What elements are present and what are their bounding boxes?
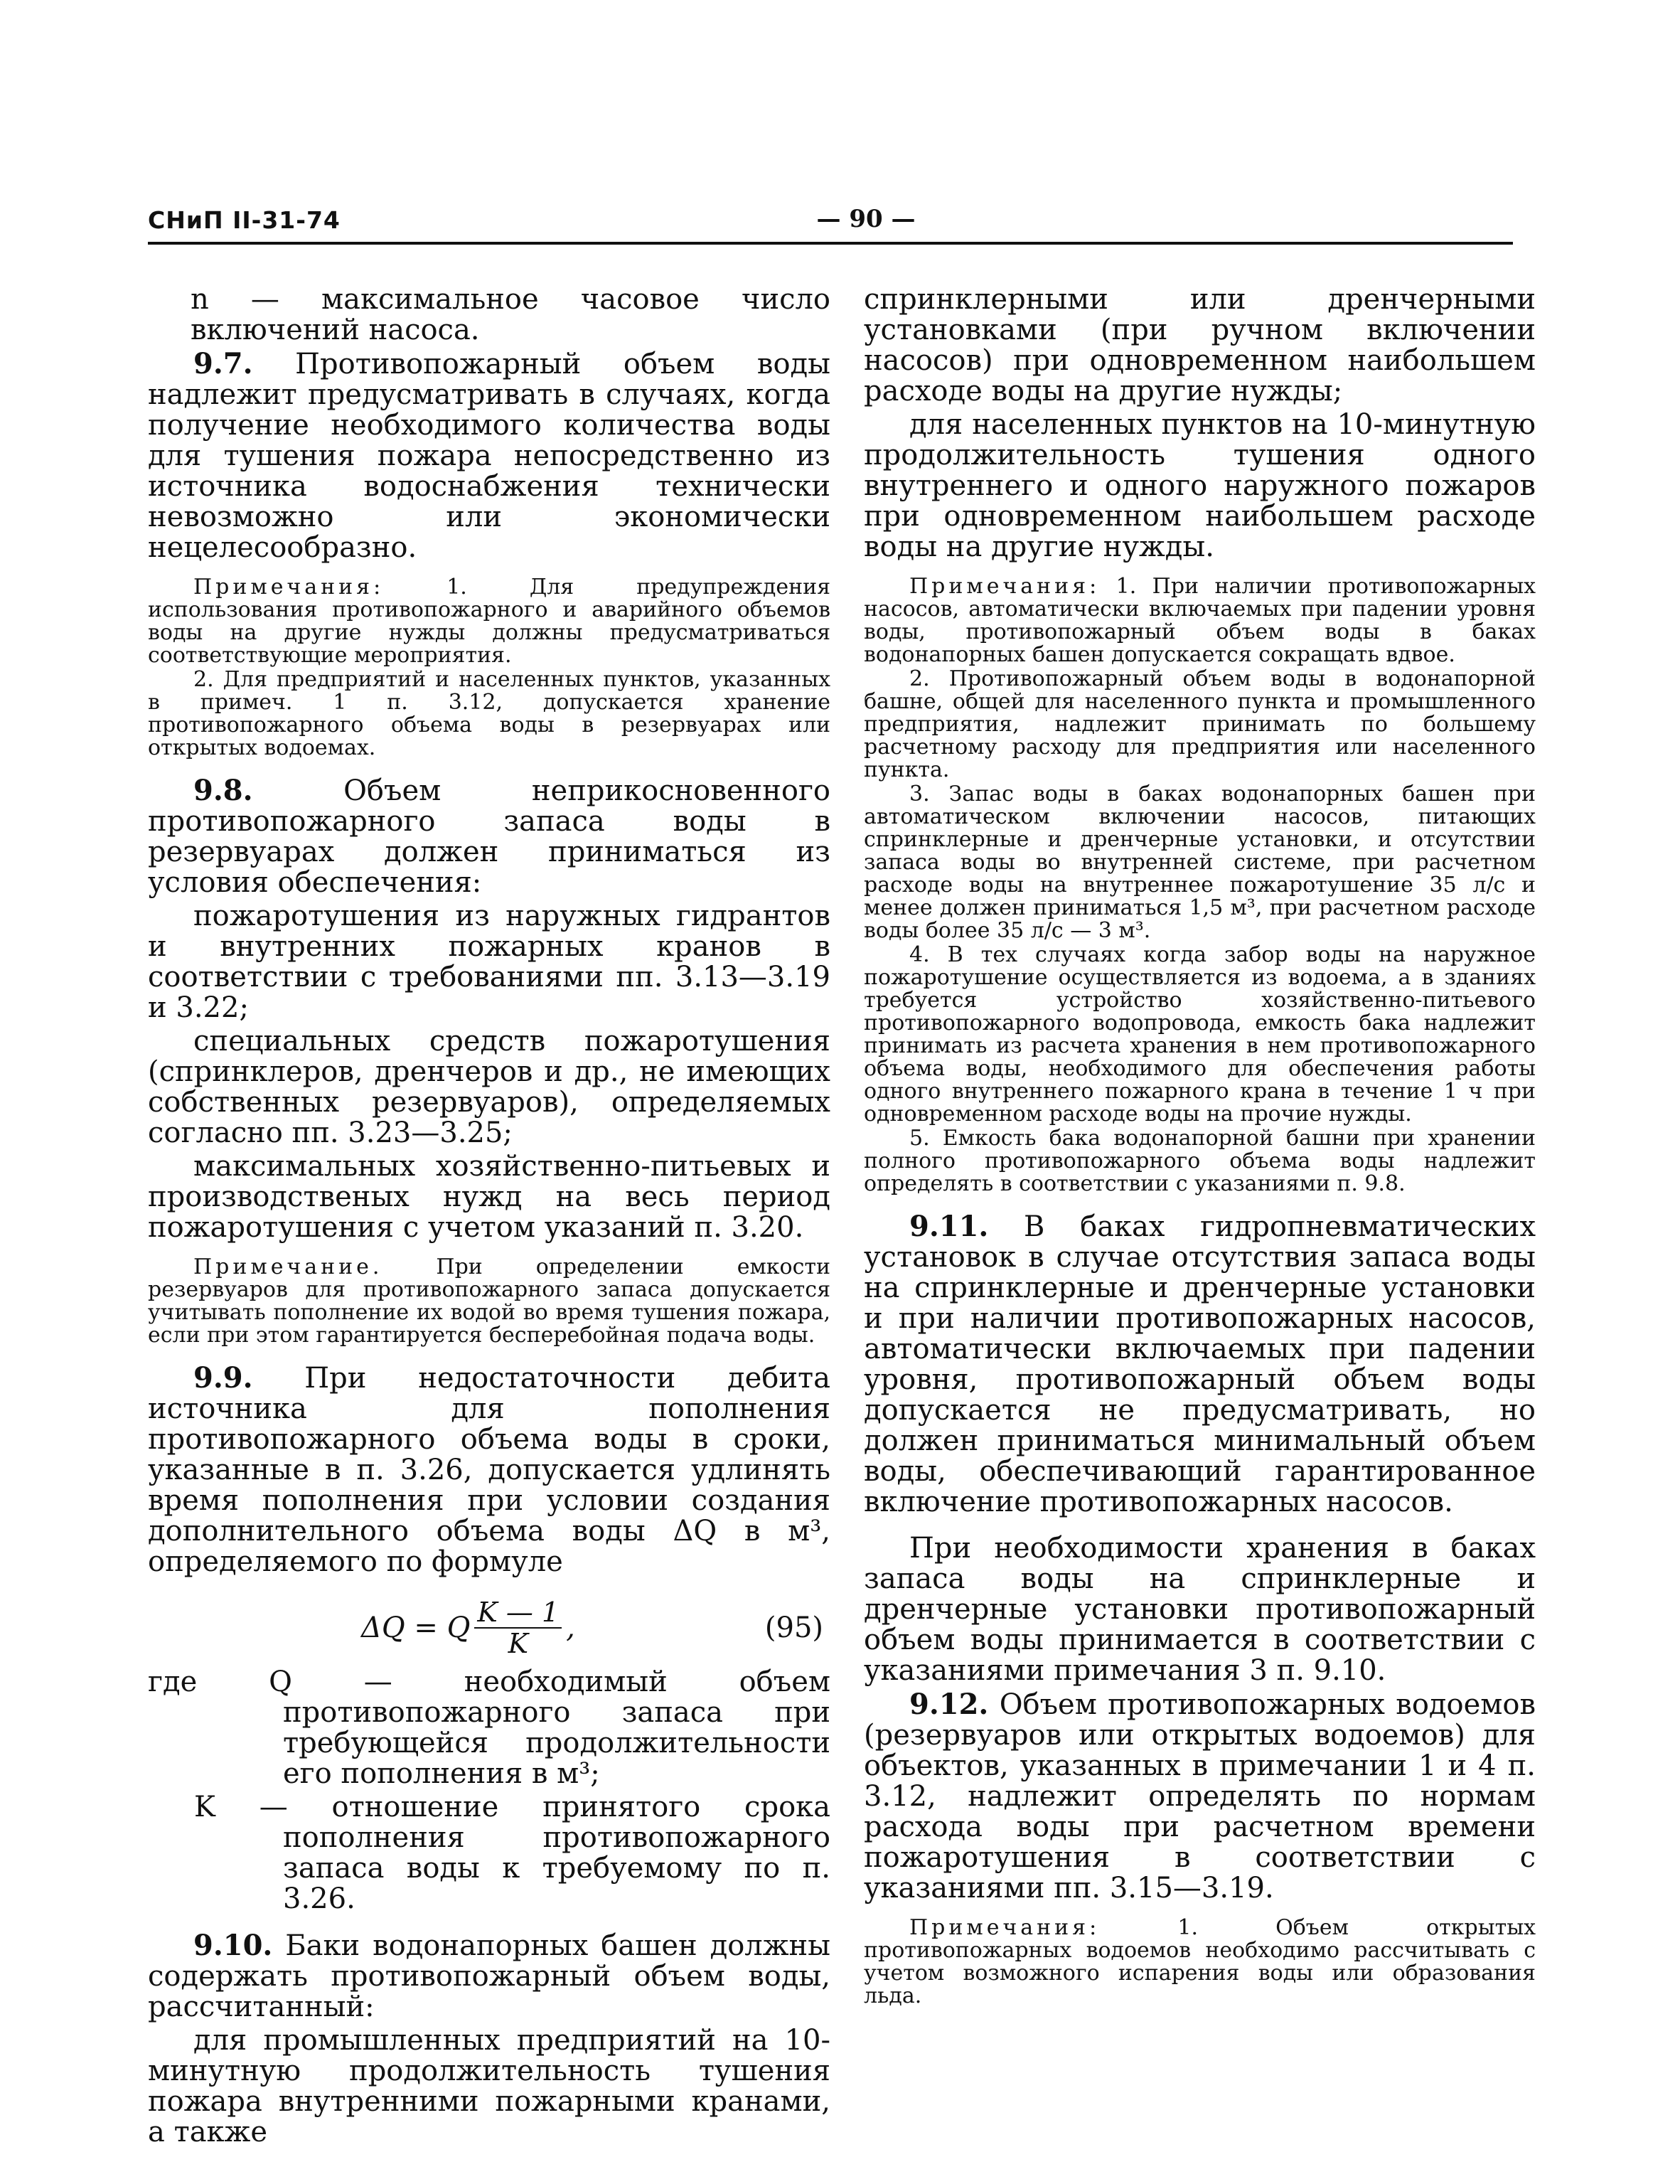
list-item: максимальных хозяйственно-питьевых и производственых нужд на весь период пожаротушения с учетом указаний п. 3.20. <box>148 1150 830 1244</box>
clause-9-9 <box>148 1363 830 1577</box>
formula-expression <box>361 1597 575 1658</box>
formula-fraction <box>474 1597 562 1658</box>
note: 4. В тех случаях когда забор воды на наружное пожаротушение осуществляется из водоема, а в зданиях требуется устройство хозяйственно-питьевого противопожарного водопровода, емкость бака надлежит принимать из расчета хранения в нем противопожарного объема воды, необходимого для обеспечения работы одного внутреннего пожарного крана в течение 1 ч при одновременном расходе воды на прочие нужды. <box>864 942 1536 1126</box>
paragraph: n — максимальное часовое число включений насоса. <box>191 283 830 346</box>
note <box>864 575 1536 666</box>
left-column <box>148 284 830 2151</box>
note-lead: Примечания: <box>193 575 385 600</box>
right-column <box>864 284 1536 2009</box>
note-text: 1. Объем открытых противопожарных водоемов необходимо рассчитывать с учетом возможного испарения воды или образования льда. <box>864 1915 1536 2008</box>
list-item: для промышленных предприятий на 10-минутную продолжительность тушения пожара внутренними пожарными кранами, а также <box>148 2024 830 2148</box>
note: 5. Емкость бака водонапорной башни при хранении полного противопожарного объема воды надлежит определять в соответствии с указаниями п. 9.8. <box>864 1126 1536 1196</box>
page-number: — 90 — <box>816 205 916 233</box>
page-header <box>148 199 1513 247</box>
clause-9-10 <box>148 1930 830 2023</box>
formula-number: (95) <box>764 1612 823 1644</box>
clause-number: 9.7. <box>193 347 253 380</box>
clause-9-12 <box>864 1689 1536 1904</box>
list-item: специальных средств пожаротушения (спринклеров, дренчеров и др., не имеющих собственных резервуаров), определяемых согласно пп. 3.23—3.25; <box>148 1025 830 1149</box>
formula-numerator: K — 1 <box>474 1597 562 1629</box>
note <box>148 1256 830 1347</box>
note-lead: Примечания: <box>909 574 1101 599</box>
clause-number: 9.10. <box>193 1929 273 1962</box>
list-item: пожаротушения из наружных гидрантов и внутренних пожарных кранов в соответствии с требованиями пп. 3.13—3.19 и 3.22; <box>148 900 830 1024</box>
clause-9-11 <box>864 1211 1536 1518</box>
definition-k: K — отношение принятого срока пополнения противопожарного запаса воды к требуемому по п. 3.26. <box>194 1791 830 1915</box>
clause-number: 9.12. <box>909 1688 989 1721</box>
note-text: 1. При наличии противопожарных насосов, автоматически включаемых при падении уровня воды, противопожарный объем воды в баках водонапорных башен допускается сокращать вдвое. <box>864 574 1536 667</box>
note-lead: Примечания: <box>909 1915 1101 1940</box>
formula-denominator: K <box>508 1628 528 1659</box>
note: 3. Запас воды в баках водонапорных башен при автоматическом включении насосов, питающих спринклерные и дренчерные установки, и отсутствии запаса воды во внутренней системе, при расчетном расходе воды на внутреннее пожаротушение 35 л/с и менее должен приниматься 1,5 м³, при расчетном расходе воды более 35 л/с — 3 м³. <box>864 782 1536 943</box>
formula-lhs: ΔQ = Q <box>361 1612 471 1644</box>
list-item: для населенных пунктов на 10-минутную продолжительность тушения одного внутреннего и одного наружного пожаров при одновременном наибольшем расходе воды на другие нужды. <box>864 408 1536 563</box>
note <box>864 1917 1536 2008</box>
note: 2. Для предприятий и населенных пунктов, указанных в примеч. 1 п. 3.12, допускается хранение противопожарного объема воды в резервуарах или открытых водоемах. <box>148 667 830 760</box>
clause-text: Объем неприкосновенного противопожарного запаса воды в резервуарах должен приниматься из условия обеспечения: <box>148 774 830 899</box>
clause-text: В баках гидропневматических установок в случае отсутствия запаса воды на спринклерные и дренчерные установки и при наличии противопожарных насосов, автоматически включаемых при падении уровня, противопожарный объем воды допускается не предусматривать, но должен приниматься минимальный объем воды, обеспечивающий гарантированное включение противопожарных насосов. <box>864 1210 1536 1518</box>
formula-tail: , <box>566 1612 575 1644</box>
clause-number: 9.11. <box>909 1210 989 1243</box>
definition-q: где Q — необходимый объем противопожарного запаса при требующейся продолжительности его пополнения в м³; <box>148 1666 830 1790</box>
document-code: СНиП II-31-74 <box>148 206 341 234</box>
clause-9-7 <box>148 348 830 563</box>
clause-text: При недостаточности дебита источника для пополнения противопожарного объема воды в сроки, указанные в п. 3.26, допускается удлинять время пополнения при условии создания дополнительного объема воды ΔQ в м³, определяемого по формуле <box>148 1362 831 1578</box>
clause-number: 9.9. <box>193 1361 253 1395</box>
note <box>148 576 830 667</box>
clause-text: Противопожарный объем воды надлежит предусматривать в случаях, когда получение необходимого количества воды для тушения пожара непосредственно из источника водоснабжения технически невозможно или экономически нецелесообразно. <box>148 348 830 564</box>
clause-9-8 <box>148 775 830 898</box>
note-text: 1. Для предупреждения использования противопожарного и аварийного объемов воды на другие нужды должны предусматриваться соответствующие мероприятия. <box>148 575 830 668</box>
clause-number: 9.8. <box>193 774 253 807</box>
formula-95 <box>148 1582 830 1660</box>
header-rule <box>148 242 1513 245</box>
note-lead: Примечание. <box>193 1255 383 1279</box>
note: 2. Противопожарный объем воды в водонапорной башне, общей для населенного пункта и промышленного предприятия, надлежит принимать по большему расчетному расходу для предприятия или населенного пункта. <box>864 666 1536 782</box>
paragraph-continued: спринклерными или дренчерными установками (при ручном включении насосов) при одновременном наибольшем расходе воды на другие нужды; <box>864 283 1536 407</box>
clause-text: Объем противопожарных водоемов (резервуаров или открытых водоемов) для объектов, указанных в примечании 1 и 4 п. 3.12, надлежит определять по нормам расхода воды при расчетном времени пожаротушения в соответствии с указаниями пп. 3.15—3.19. <box>864 1688 1536 1905</box>
paragraph: При необходимости хранения в баках запаса воды на спринклерные и дренчерные установки противопожарный объем воды принимается в соответствии с указаниями примечания 3 п. 9.10. <box>864 1532 1536 1687</box>
note-text: При определении емкости резервуаров для противопожарного запаса допускается учитывать пополнение их водой во время тушения пожара, если при этом гарантируется бесперебойная подача воды. <box>148 1255 830 1348</box>
clause-text: Баки водонапорных башен должны содержать противопожарный объем воды, рассчитанный: <box>148 1929 830 2023</box>
